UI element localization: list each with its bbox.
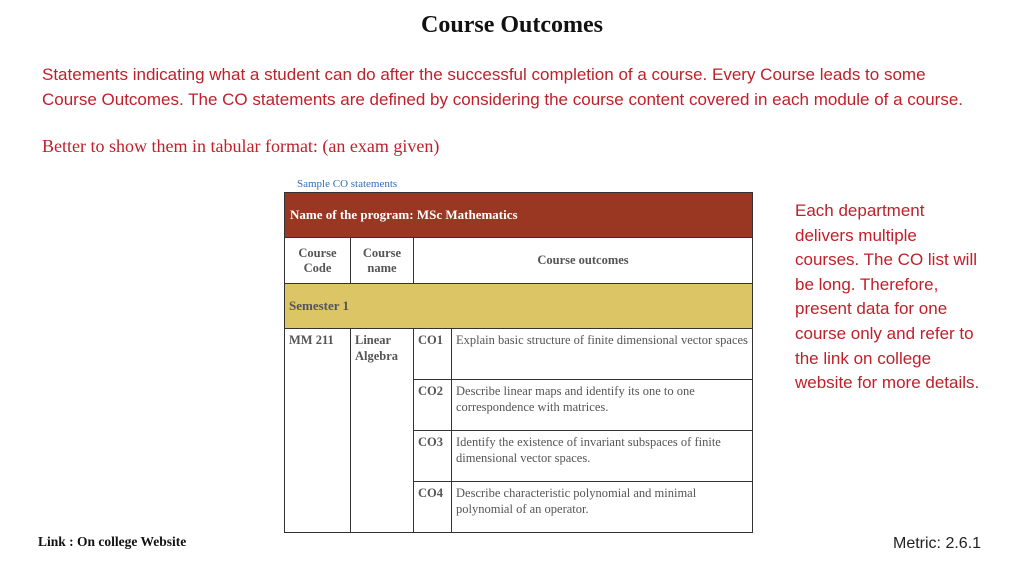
table-row xyxy=(285,329,753,380)
semester-row xyxy=(285,284,753,329)
header-code-line2: Code xyxy=(303,260,332,275)
college-website-link[interactable]: Link : On college Website xyxy=(38,534,187,549)
program-row xyxy=(285,193,753,238)
co-text: Describe linear maps and identify its one to one correspondence with matrices. xyxy=(452,380,753,431)
header-row xyxy=(285,238,753,284)
header-name-line2: name xyxy=(367,260,397,275)
course-name-line1: Linear xyxy=(355,333,392,347)
course-code: MM 211 xyxy=(285,329,351,533)
program-name: Name of the program: MSc Mathematics xyxy=(285,193,753,238)
page-title: Course Outcomes xyxy=(421,12,603,38)
metric-label: Metric: 2.6.1 xyxy=(893,535,982,552)
course-name xyxy=(351,329,414,533)
co-id: CO2 xyxy=(414,380,452,431)
co-text: Explain basic structure of finite dimensional vector spaces xyxy=(452,329,753,380)
co-text: Identify the existence of invariant subspaces of finite dimensional vector spaces. xyxy=(452,431,753,482)
tabular-note: Better to show them in tabular format: (an exam given) xyxy=(42,136,440,156)
header-name-line1: Course xyxy=(362,245,402,260)
header-course-name xyxy=(351,238,414,284)
co-text: Describe characteristic polynomial and minimal polynomial of an operator. xyxy=(452,482,753,533)
table-caption: Sample CO statements xyxy=(297,178,398,190)
co-id: CO4 xyxy=(414,482,452,533)
semester-label: Semester 1 xyxy=(285,284,753,329)
header-code-line1: Course xyxy=(298,245,337,260)
co-id: CO1 xyxy=(414,329,452,380)
side-note: Each department delivers multiple courses. The CO list will be long. Therefore, present data for one course only and refer to the link on college website for more details. xyxy=(795,201,980,393)
course-name-line2: Algebra xyxy=(355,349,399,363)
course-outcomes-table xyxy=(284,192,753,533)
intro-text: Statements indicating what a student can do after the successful completion of a course. Every Course leads to some Course Outcomes. The CO statements are defined by considering the course content covered in each module of a course. xyxy=(42,65,964,109)
co-id: CO3 xyxy=(414,431,452,482)
header-course-code xyxy=(285,238,351,284)
header-course-outcomes: Course outcomes xyxy=(414,238,753,284)
